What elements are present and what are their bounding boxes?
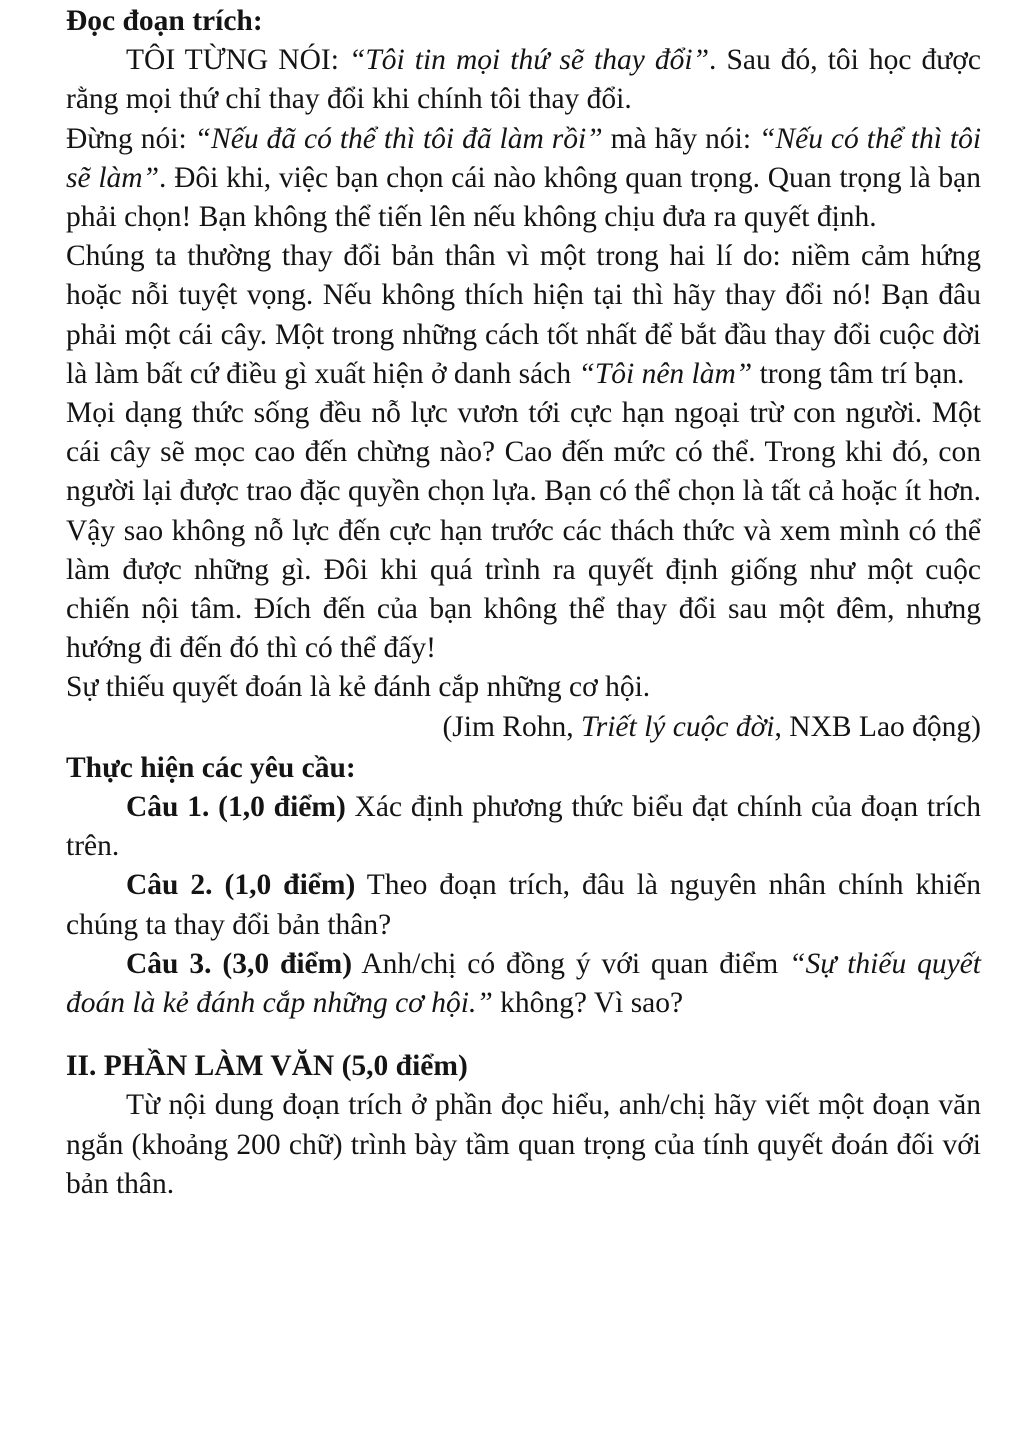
question-1 [66, 788, 981, 866]
passage-quote: “Nếu đã có thể thì tôi đã làm rồi” [194, 122, 603, 155]
source-text: , NXB Lao động) [774, 710, 981, 743]
passage-text: . Sau đó, tôi học được rằng mọi thứ chỉ thay đổi khi chính tôi thay đổi. [66, 44, 981, 116]
passage-text: Đừng nói: [66, 122, 195, 155]
passage-quote: “Tôi tin mọi thứ sẽ thay đổi” [348, 44, 709, 77]
question-3-text: không? Vì sao? [492, 987, 684, 1020]
passage-text: . Đôi khi, việc bạn chọn cái nào không quan trọng. Quan trọng là bạn phải chọn! Bạn không thể tiến lên nếu không chịu đưa ra quyết định. [66, 161, 982, 234]
passage-quote: “Tôi nên làm” [578, 357, 753, 390]
question-2 [66, 866, 981, 944]
question-1-label: Câu 1. (1,0 điểm) [126, 791, 346, 824]
passage-paragraph-5: Sự thiếu quyết đoán là kẻ đánh cắp những cơ hội. [66, 671, 651, 704]
passage-paragraph-1 [66, 41, 981, 119]
question-3-quote: “Sự thiếu quyết đoán là kẻ đánh cắp những cơ hội.” [66, 947, 981, 1020]
section-spacer [66, 1023, 981, 1045]
passage-text: mà hãy nói: [602, 122, 760, 155]
question-2-label: Câu 2. (1,0 điểm) [126, 869, 356, 902]
reading-heading: Đọc đoạn trích: [66, 5, 263, 37]
question-2-text: Theo đoạn trích, đâu là nguyên nhân chính khiến chúng ta thay đổi bản thân? [66, 869, 981, 941]
exam-page [66, 0, 981, 1204]
passage-text: trong tâm trí bạn. [752, 357, 965, 390]
passage-paragraph-2 [66, 120, 981, 238]
passage-paragraph-3 [66, 237, 981, 394]
passage-quote: “Nếu có thể thì tôi sẽ làm” [66, 122, 982, 194]
passage-text: TÔI TỪNG NÓI: [126, 44, 349, 77]
passage-text: Chúng ta thường thay đổi bản thân vì một trong hai lí do: niềm cảm hứng hoặc nỗi tuyệt vọng. Nếu không thích hiện tại thì hãy thay đổi nó! Bạn đâu phải một cái cây. Một trong những cách tốt nhất để bắt đầu thay đổi cuộc đời là làm bất cứ điều gì xuất hiện ở danh sách [66, 240, 981, 390]
tasks-heading: Thực hiện các yêu cầu: [66, 751, 356, 784]
writing-task: Từ nội dung đoạn trích ở phần đọc hiểu, anh/chị hãy viết một đoạn văn ngắn (khoảng 200 chữ) trình bày tầm quan trọng của tính quyết đoán đối với bản thân. [66, 1089, 981, 1200]
passage-source [66, 708, 981, 747]
passage-paragraph-4: Mọi dạng thức sống đều nỗ lực vươn tới cực hạn ngoại trừ con người. Một cái cây sẽ mọc cao đến chừng nào? Cao đến mức có thể. Trong khi đó, con người lại được trao đặc quyền chọn lựa. Bạn có thể chọn là tất cả hoặc ít hơn. Vậy sao không nỗ lực đến cực hạn trước các thách thức và xem mình có thể làm được những gì. Đôi khi quá trình ra quyết định giống như một cuộc chiến nội tâm. Đích đến của bạn không thể thay đổi sau một đêm, nhưng hướng đi đến đó thì có thể đấy! [66, 397, 981, 665]
question-3-label: Câu 3. (3,0 điểm) [126, 947, 353, 980]
writing-heading: II. PHẦN LÀM VĂN (5,0 điểm) [66, 1050, 468, 1083]
question-3-text: Anh/chị có đồng ý với quan điểm [352, 947, 790, 980]
source-title: Triết lý cuộc đời [580, 710, 775, 743]
question-3 [66, 945, 981, 1023]
source-text: (Jim Rohn, [442, 710, 581, 743]
question-1-text: Xác định phương thức biểu đạt chính của đoạn trích trên. [66, 791, 981, 863]
